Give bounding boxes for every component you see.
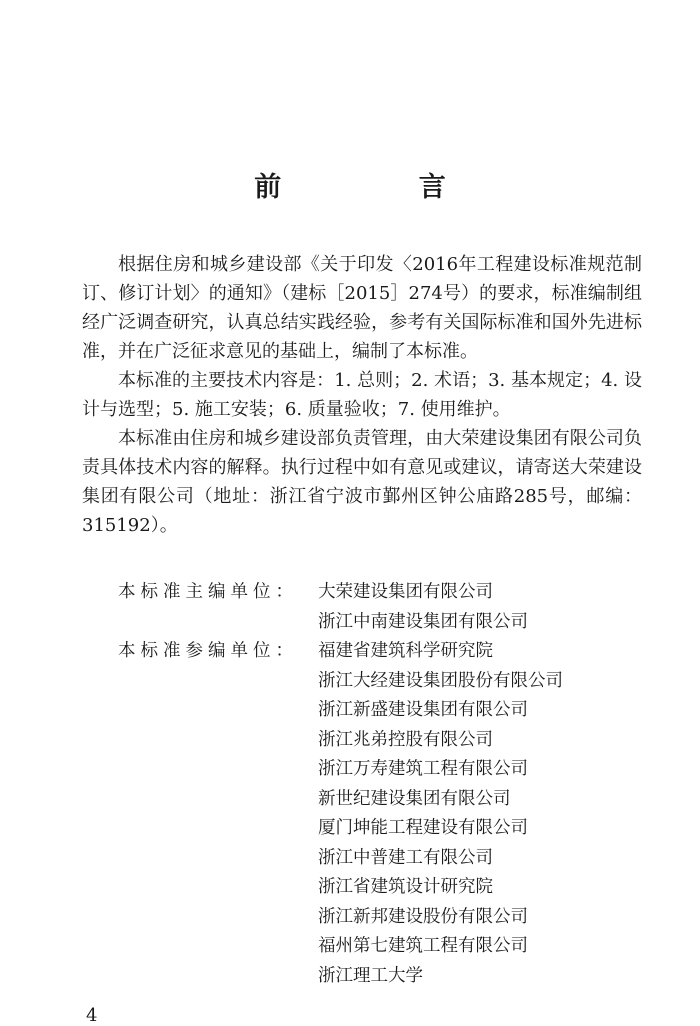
participating-editor-row — [82, 726, 642, 756]
paragraph-basis: 根据住房和城乡建设部《关于印发〈2016年工程建设标准规范制订、修订计划〉的通知》（建标［2015］274号）的要求，标准编制组经广泛调查研究，认真总结实践经验，参考有关国际标准和国外先进标准，并在广泛征求意见的基础上，编制了本标准。 — [82, 254, 642, 362]
participating-editor-unit: 浙江新盛建设集团有限公司 — [318, 700, 528, 720]
label-spacer — [82, 873, 318, 903]
label-spacer — [82, 785, 318, 815]
participating-editor-unit: 新世纪建设集团有限公司 — [318, 788, 511, 809]
preface-body — [82, 250, 642, 540]
label-spacer — [82, 844, 318, 874]
label-spacer — [82, 814, 318, 844]
participating-editor-row — [82, 637, 642, 667]
participating-editor-unit: 浙江理工大学 — [318, 965, 423, 986]
chief-editor-unit: 浙江中南建设集团有限公司 — [318, 611, 528, 632]
participating-editor-row — [82, 932, 642, 962]
label-spacer — [82, 726, 318, 756]
label-spacer — [82, 932, 318, 962]
paragraph-management: 本标准由住房和城乡建设部负责管理，由大荣建设集团有限公司负责具体技术内容的解释。执行过程中如有意见或建议，请寄送大荣建设集团有限公司（地址：浙江省宁波市鄞州区钟公庙路285号，邮编：315192）。 — [82, 428, 642, 536]
participating-editor-row — [82, 844, 642, 874]
page-title: 前 言 — [254, 172, 510, 203]
label-spacer — [82, 667, 318, 697]
participating-editor-unit: 浙江大经建设集团股份有限公司 — [318, 670, 563, 691]
label-spacer — [82, 903, 318, 933]
editor-units — [82, 578, 642, 991]
participating-editor-row — [82, 903, 642, 933]
participating-editor-row — [82, 873, 642, 903]
label-spacer — [82, 696, 318, 726]
page-number: 4 — [86, 1005, 98, 1026]
participating-editor-unit: 浙江中普建工有限公司 — [318, 847, 493, 868]
participating-editor-unit: 福建省建筑科学研究院 — [318, 641, 493, 661]
participating-editor-row — [82, 755, 642, 785]
label-spacer — [82, 962, 318, 992]
participating-editor-unit: 浙江省建筑设计研究院 — [318, 877, 493, 897]
chief-editor-label: 本标准主编单位： — [118, 582, 298, 602]
participating-editor-unit: 浙江新邦建设股份有限公司 — [318, 906, 528, 927]
label-spacer — [82, 755, 318, 785]
participating-editor-row — [82, 785, 642, 815]
chief-editor-row — [82, 578, 642, 608]
chief-editor-unit: 大荣建设集团有限公司 — [318, 582, 493, 602]
participating-editor-row — [82, 962, 642, 992]
chief-editor-row — [82, 608, 642, 638]
participating-editor-row — [82, 696, 642, 726]
participating-editor-unit: 浙江兆弟控股有限公司 — [318, 729, 493, 750]
participating-editor-unit: 浙江万寿建筑工程有限公司 — [318, 759, 528, 779]
participating-editor-row — [82, 667, 642, 697]
participating-editor-unit: 福州第七建筑工程有限公司 — [318, 936, 528, 956]
paragraph-contents: 本标准的主要技术内容是：1. 总则；2. 术语；3. 基本规定；4. 设计与选型；5. 施工安装；6. 质量验收；7. 使用维护。 — [82, 370, 642, 420]
participating-editor-label: 本标准参编单位： — [118, 641, 298, 661]
participating-editor-unit: 厦门坤能工程建设有限公司 — [318, 818, 528, 838]
label-spacer — [82, 608, 318, 638]
participating-editor-row — [82, 814, 642, 844]
